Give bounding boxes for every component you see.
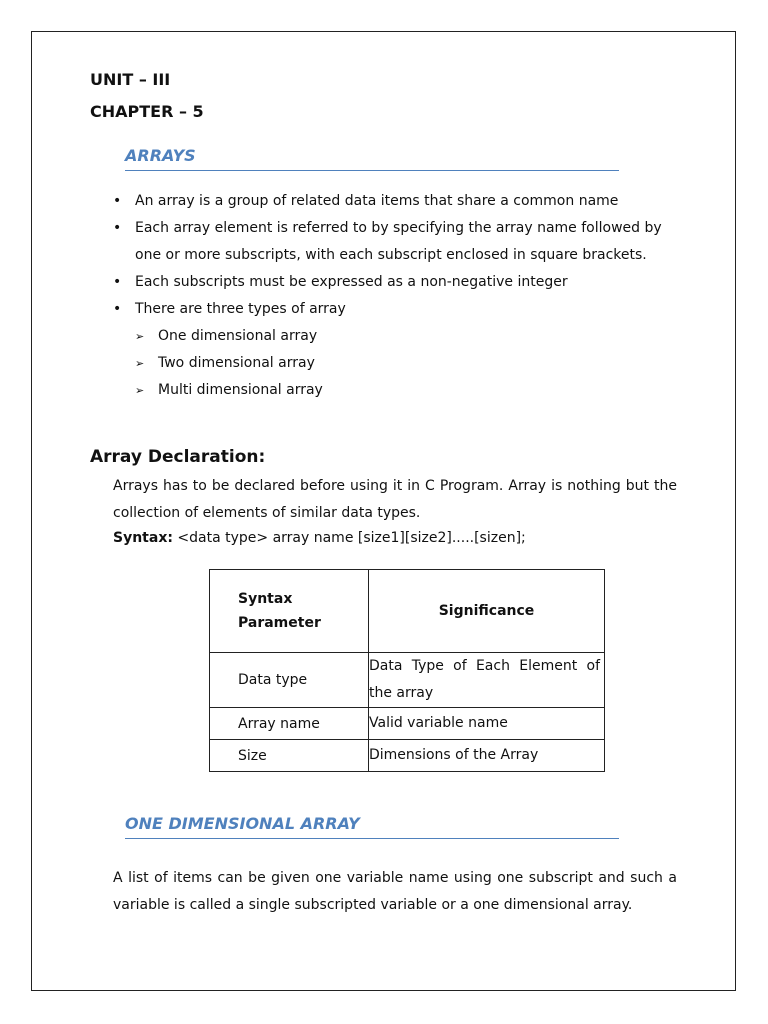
table-cell-significance: Valid variable name xyxy=(369,708,605,740)
list-item: • Each array element is referred to by specifying the array name followed by one or more subscripts, with each subscript enclosed in square brackets. xyxy=(113,215,673,269)
table-cell-param: Array name xyxy=(210,708,369,740)
list-item: • Each subscripts must be expressed as a non-negative integer xyxy=(113,269,673,296)
array-types-list xyxy=(113,323,673,404)
bullet-icon: • xyxy=(113,301,122,317)
arrow-bullet-icon: ➢ xyxy=(135,330,145,343)
list-item: ➢ Two dimensional array xyxy=(113,350,673,377)
arrow-bullet-icon: ➢ xyxy=(135,357,145,370)
table-cell-param: Data type xyxy=(210,653,369,708)
list-item: • There are three types of array xyxy=(113,296,673,323)
list-item: ➢ Multi dimensional array xyxy=(113,377,673,404)
table-header-row xyxy=(210,570,605,653)
bullet-icon: • xyxy=(113,193,122,209)
table-cell-significance: Data Type of Each Element of the array xyxy=(369,653,605,708)
one-dimensional-paragraph: A list of items can be given one variable name using one subscript and such a variable is called a single subscripted variable or a one dimensional array. xyxy=(113,870,677,913)
arrays-bullet-list xyxy=(113,188,673,404)
unit-title: UNIT – III xyxy=(90,70,171,89)
table-header-parameter: Syntax Parameter xyxy=(210,570,369,653)
bullet-icon: • xyxy=(113,274,122,290)
syntax-text: <data type> array name [size1][size2].....[sizen]; xyxy=(172,530,526,546)
chapter-title: CHAPTER – 5 xyxy=(90,102,204,121)
syntax-line xyxy=(113,530,526,546)
table-row xyxy=(210,653,605,708)
table-header-significance: Significance xyxy=(369,570,605,653)
bullet-icon: • xyxy=(113,220,122,236)
arrow-bullet-icon: ➢ xyxy=(135,384,145,397)
list-item: ➢ One dimensional array xyxy=(113,323,673,350)
table-row xyxy=(210,740,605,772)
syntax-parameter-table xyxy=(209,569,605,772)
syntax-label: Syntax: xyxy=(113,530,173,546)
array-declaration-heading: Array Declaration: xyxy=(90,447,266,467)
one-dimensional-array-heading: ONE DIMENSIONAL ARRAY xyxy=(125,814,619,839)
table-cell-significance: Dimensions of the Array xyxy=(369,740,605,772)
array-types-container xyxy=(113,323,673,404)
list-item: • An array is a group of related data items that share a common name xyxy=(113,188,673,215)
table-cell-param: Size xyxy=(210,740,369,772)
arrays-heading: ARRAYS xyxy=(125,146,619,171)
table-row xyxy=(210,708,605,740)
declaration-paragraph: Arrays has to be declared before using it in C Program. Array is nothing but the collection of elements of similar data types. xyxy=(113,478,677,521)
